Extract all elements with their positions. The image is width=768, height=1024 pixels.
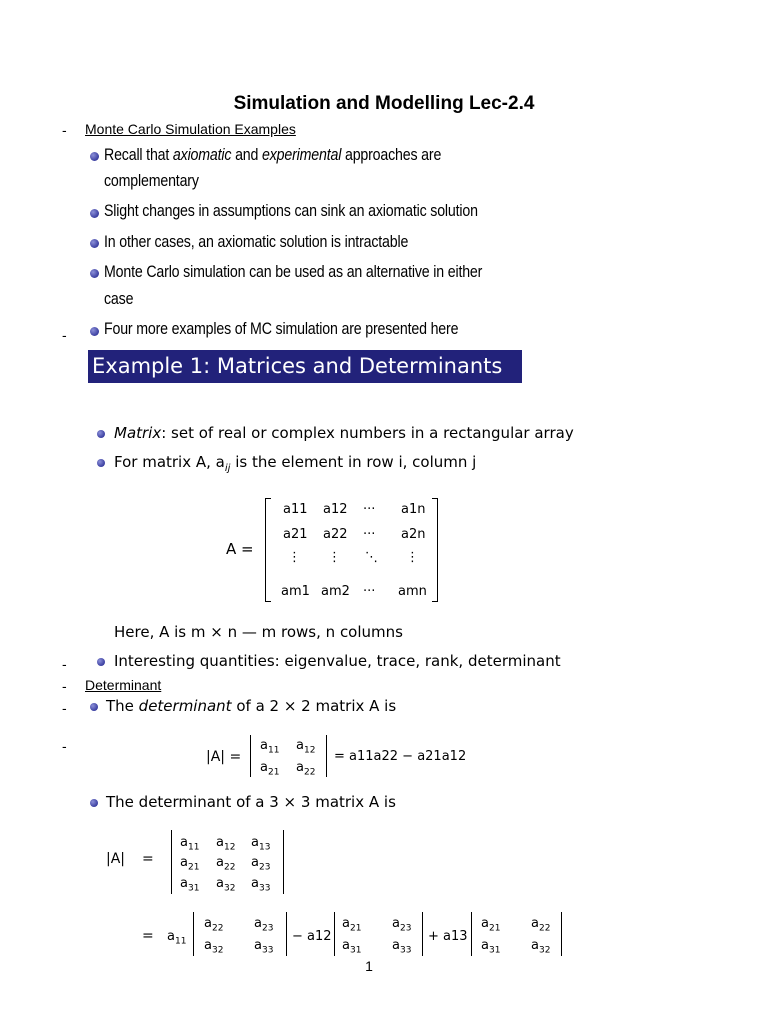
det3-plus-term: + a13: [428, 929, 468, 944]
det-bar: [471, 912, 472, 956]
list-dash: -: [62, 327, 67, 343]
matrix-cell: a22: [323, 527, 348, 542]
matrix-definition: Matrix: set of real or complex numbers in a rectangular array: [114, 424, 574, 442]
matrix-cell: ⋮: [288, 550, 301, 565]
slide-bullet-recall: Recall that axiomatic and experimental approaches are: [104, 146, 442, 164]
det3-cell: $a_{23}$: [251, 855, 271, 873]
minor-cell: $a_{22}$: [531, 916, 551, 934]
bullet-icon: [90, 239, 99, 248]
slide-bullet-slight-changes: Slight changes in assumptions can sink an axiomatic solution: [104, 202, 478, 220]
matrix-cell: ⋮: [328, 550, 341, 565]
bullet-icon: [97, 430, 105, 438]
det2-cell: $a_{21}$: [260, 760, 280, 778]
list-dash: -: [62, 738, 67, 754]
slide-bullet-continuation: complementary: [104, 172, 199, 190]
det3-coefficient: $a_{11}$: [167, 929, 187, 947]
det3-cell: $a_{33}$: [251, 876, 271, 894]
matrix-cell: ⋮: [406, 550, 419, 565]
det3-cell: $a_{13}$: [251, 835, 271, 853]
det3-equals: =: [142, 928, 154, 944]
det3-cell: $a_{21}$: [180, 855, 200, 873]
matrix-cell: a1n: [401, 502, 426, 517]
matrix-cell: a2n: [401, 527, 426, 542]
det2-intro: The determinant of a 2 × 2 matrix A is: [106, 697, 397, 715]
matrix-cell: a12: [323, 502, 348, 517]
det3-intro: The determinant of a 3 × 3 matrix A is: [106, 793, 396, 811]
bullet-icon: [97, 658, 105, 666]
det3-cell: $a_{22}$: [216, 855, 236, 873]
bullet-icon: [90, 269, 99, 278]
example-banner: Example 1: Matrices and Determinants: [88, 350, 522, 383]
slide-bullet-monte-carlo: Monte Carlo simulation can be used as an alternative in either: [104, 263, 483, 281]
section-heading-determinant: Determinant: [85, 677, 162, 693]
interesting-quantities: Interesting quantities: eigenvalue, trace, rank, determinant: [114, 652, 561, 670]
minor-cell: $a_{23}$: [254, 916, 274, 934]
det3-minus-term: − a12: [292, 929, 332, 944]
right-bracket: [432, 498, 438, 602]
bullet-icon: [90, 703, 98, 711]
minor-cell: $a_{21}$: [481, 916, 501, 934]
bullet-icon: [90, 152, 99, 161]
minor-cell: $a_{23}$: [392, 916, 412, 934]
minor-cell: $a_{21}$: [342, 916, 362, 934]
det3-cell: $a_{12}$: [216, 835, 236, 853]
slide-bullet-continuation: case: [104, 290, 134, 308]
page-title: Simulation and Modelling Lec-2.4: [233, 93, 535, 114]
section-heading-monte-carlo: Monte Carlo Simulation Examples: [85, 121, 296, 137]
list-dash: -: [62, 656, 67, 672]
matrix-element-definition: For matrix A, $a_{ij}$ is the element in row i, column j: [114, 453, 477, 474]
det2-lhs: |A| =: [206, 749, 242, 765]
bullet-icon: [97, 459, 105, 467]
slide-bullet-four-more: Four more examples of MC simulation are presented here: [104, 320, 459, 338]
det2-rhs: = a11a22 − a21a12: [334, 749, 467, 764]
det-bar: [193, 912, 194, 956]
list-dash: -: [62, 122, 67, 138]
matrix-dimensions: Here, A is m × n — m rows, n columns: [114, 623, 403, 641]
det-bar: [422, 912, 423, 956]
det3-cell: $a_{11}$: [180, 835, 200, 853]
minor-cell: $a_{33}$: [254, 938, 274, 956]
det3-cell: $a_{32}$: [216, 876, 236, 894]
minor-cell: $a_{22}$: [204, 916, 224, 934]
det-bar: [171, 830, 172, 894]
det2-cell: $a_{11}$: [260, 738, 280, 756]
matrix-cell: ···: [363, 584, 376, 599]
list-dash: -: [62, 700, 67, 716]
bullet-icon: [90, 327, 99, 336]
det2-cell: $a_{12}$: [296, 738, 316, 756]
det-bar: [334, 912, 335, 956]
matrix-cell: ···: [363, 527, 376, 542]
list-dash: -: [62, 678, 67, 694]
matrix-cell: ···: [363, 502, 376, 517]
matrix-cell: amn: [398, 584, 427, 599]
minor-cell: $a_{31}$: [481, 938, 501, 956]
page-number: 1: [365, 958, 373, 974]
matrix-cell: am1: [281, 584, 310, 599]
det3-lhs: |A|: [106, 851, 126, 867]
minor-cell: $a_{32}$: [531, 938, 551, 956]
bullet-icon: [90, 799, 98, 807]
det-bar: [326, 735, 327, 777]
matrix-cell: a21: [283, 527, 308, 542]
matrix-lhs: A =: [226, 540, 254, 558]
det2-cell: $a_{22}$: [296, 760, 316, 778]
minor-cell: $a_{31}$: [342, 938, 362, 956]
matrix-cell: am2: [321, 584, 350, 599]
det-bar: [561, 912, 562, 956]
left-bracket: [265, 498, 271, 602]
det-bar: [286, 912, 287, 956]
det-bar: [250, 735, 251, 777]
matrix-cell: ⋱: [365, 550, 378, 565]
bullet-icon: [90, 209, 99, 218]
slide-bullet-other-cases: In other cases, an axiomatic solution is intractable: [104, 233, 409, 251]
minor-cell: $a_{33}$: [392, 938, 412, 956]
det-bar: [283, 830, 284, 894]
det3-cell: $a_{31}$: [180, 876, 200, 894]
minor-cell: $a_{32}$: [204, 938, 224, 956]
matrix-cell: a11: [283, 502, 308, 517]
det3-equals: =: [142, 851, 154, 867]
